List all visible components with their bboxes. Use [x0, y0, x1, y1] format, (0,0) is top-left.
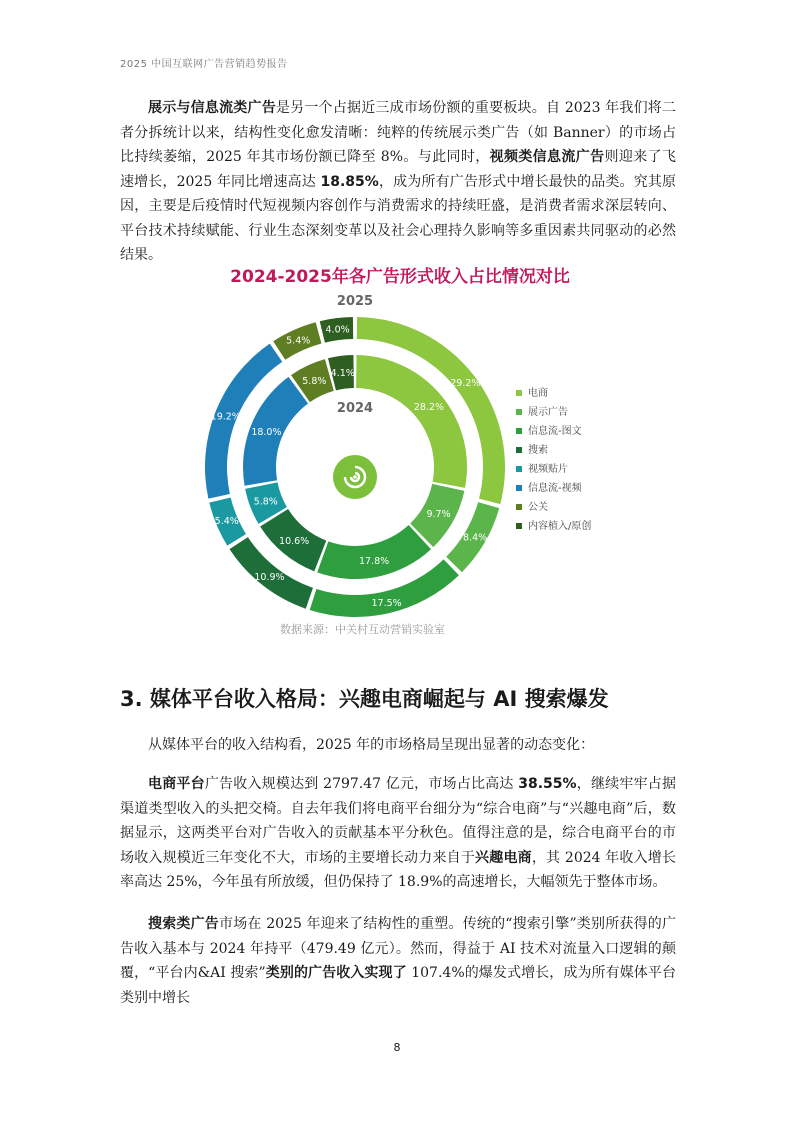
slice-label-2025-0: 29.2%: [450, 377, 481, 389]
chart-svg: [190, 262, 610, 652]
legend-swatch: [516, 466, 522, 472]
text-run: ，其 2024 年收入增长率高达 25%，今年虽有所放缓，但仍保持了 18.9%的高速增长，大幅领先于整体市场。: [120, 849, 677, 890]
running-header: 2025 中国互联网广告营销趋势报告: [120, 59, 288, 70]
bold-phrase: 视频类信息流广告: [489, 149, 605, 165]
center-logo-icon: [333, 455, 377, 499]
slice-label-2025-6: 5.4%: [286, 335, 311, 347]
chart-title: 2024-2025年各广告形式收入占比情况对比: [230, 267, 570, 287]
slice-label-2025-5: 19.2%: [210, 411, 241, 423]
bold-phrase: 展示与信息流类广告: [148, 100, 276, 116]
paragraph-search: [120, 912, 676, 1010]
text-run: 市场在 2025 年迎来了结构性的重塑。传统的“搜索引擎”类别所获得的广告收入基本与 2024 年持平（479.49 亿元）。然而，得益于 AI 技术对流量入口逻辑的颠覆，“平台内&AI 搜索”: [120, 916, 677, 981]
chart-source: 数据来源：中关村互动营销实验室: [280, 623, 445, 636]
paragraph-intro: 从媒体平台的收入结构看，2025 年的市场格局呈现出显著的动态变化：: [148, 737, 595, 753]
bold-phrase: 38.55%: [518, 776, 577, 792]
bold-phrase: 搜索类广告: [148, 916, 219, 932]
ring-label-2025: 2025: [336, 294, 374, 309]
legend-label: 内容植入/原创: [528, 521, 592, 532]
slice-label-2024-6: 5.8%: [302, 376, 327, 388]
page-number: 8: [393, 1041, 401, 1054]
legend-swatch: [516, 485, 522, 491]
legend-label: 展示广告: [528, 407, 568, 418]
legend-swatch: [516, 447, 522, 453]
paragraph-display-feed: [120, 96, 676, 268]
slice-label-2025-1: 8.4%: [463, 532, 488, 544]
legend-swatch: [516, 390, 522, 396]
legend-label: 电商: [528, 388, 548, 399]
section-heading: 3. 媒体平台收入格局：兴趣电商崛起与 AI 搜索爆发: [120, 687, 609, 711]
text-run: 则迎来了飞速增长，2025 年同比增速高达: [120, 149, 677, 190]
text-run: 107.4%的爆发式增长，成为所有媒体平台类别中增长: [120, 965, 676, 1006]
slice-label-2025-4: 5.4%: [214, 516, 239, 528]
text-run: ，成为所有广告形式中增长最快的品类。究其原因，主要是后疫情时代短视频内容创作与消费需求的持续旺盛，是消费者需求深层转向、平台技术持续赋能、行业生态深刻变革以及社会心理持久影响等多重因素共同驱动的必然结果。: [120, 173, 676, 263]
slice-label-2024-4: 5.8%: [253, 496, 278, 508]
donut-chart: [190, 262, 610, 652]
text-run: 广告收入规模达到 2797.47 亿元，市场占比高达: [204, 776, 519, 792]
slice-label-2024-2: 17.8%: [358, 556, 390, 568]
bold-phrase: 兴趣电商: [475, 849, 532, 866]
slice-label-2024-7: 4.1%: [330, 367, 355, 379]
bold-phrase: 18.85%: [320, 173, 379, 190]
slice-label-2025-7: 4.0%: [325, 324, 350, 336]
ring-label-2024: 2024: [336, 401, 374, 416]
legend-label: 公关: [528, 502, 548, 513]
legend-label: 信息流-图文: [528, 426, 582, 437]
slice-label-2024-1: 9.7%: [426, 508, 451, 520]
paragraph-ecommerce: [120, 772, 676, 895]
legend-label: 视频贴片: [528, 464, 568, 475]
legend-swatch: [516, 504, 522, 510]
text-run: ，继续牢牢占据渠道类型收入的头把交椅。自去年我们将电商平台细分为“综合电商”与“兴趣电商”后，数据显示，这两类平台对广告收入的贡献基本平分秋色。值得注意的是，综合电商平台的市场收入规模近三年变化不大，市场的主要增长动力来自于: [120, 776, 677, 866]
legend-label: 搜索: [528, 445, 548, 456]
slice-label-2025-2: 17.5%: [371, 597, 402, 609]
slice-label-2025-3: 10.9%: [254, 572, 285, 584]
bold-phrase: 类别的广告收入实现了: [265, 965, 407, 981]
slice-2024-2: [317, 525, 431, 579]
legend-swatch: [516, 409, 522, 415]
slice-label-2024-3: 10.6%: [279, 536, 310, 548]
slice-label-2024-5: 18.0%: [251, 426, 282, 438]
legend-swatch: [516, 428, 522, 434]
bold-phrase: 电商平台: [148, 776, 205, 792]
text-run: 是另一个占据近三成市场份额的重要板块。自 2023 年我们将二者分拆统计以来，结构性变化愈发清晰：纯粹的传统展示类广告（如 Banner）的市场占比持续萎缩，2025 年其市场份额已降至 8%。与此同时，: [120, 100, 676, 165]
legend-swatch: [516, 523, 522, 529]
legend-label: 信息流-视频: [528, 483, 582, 494]
slice-label-2024-0: 28.2%: [413, 402, 445, 414]
